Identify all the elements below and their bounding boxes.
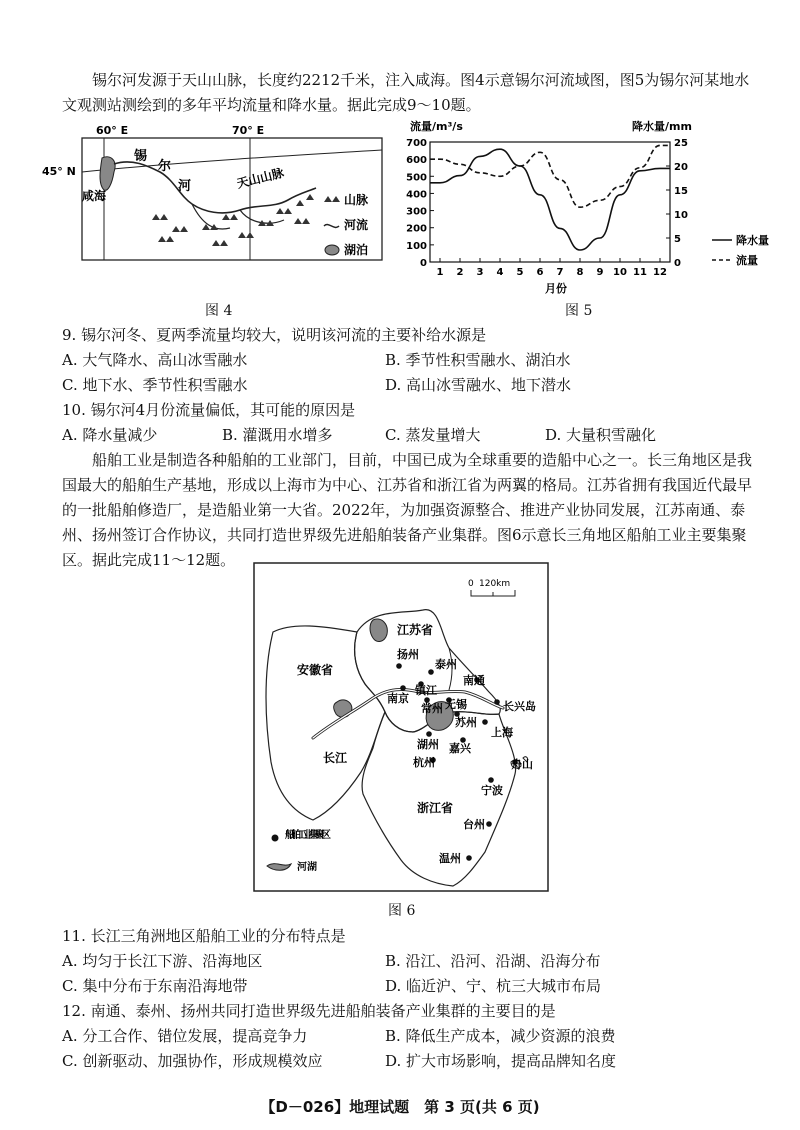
left-tick-label: 600 — [406, 155, 427, 167]
city-label: 杭州 — [413, 756, 435, 769]
city-label: 上海 — [491, 726, 513, 739]
legend-flow-label: 流量 — [736, 254, 758, 267]
right-tick-label: 10 — [674, 210, 688, 221]
plot-frame — [430, 142, 670, 262]
lon-60e-label: 60° E — [96, 124, 129, 137]
legend-lake6-label: 河湖 — [297, 862, 317, 873]
x-tick-label: 5 — [516, 267, 524, 278]
city-label: 扬州 — [397, 648, 419, 661]
question-9-stem: 9. 锡尔河冬、夏两季流量均较大，说明该河流的主要补给水源是 — [62, 326, 487, 344]
left-tick-label: 200 — [406, 223, 427, 235]
question-10-stem: 10. 锡尔河4月份流量偏低，其可能的原因是 — [62, 401, 356, 419]
x-tick-label: 4 — [496, 267, 504, 278]
x-tick-label: 6 — [536, 267, 544, 278]
q12-option-d[interactable]: D. 扩大市场影响，提高品牌知名度 — [385, 1052, 617, 1070]
city-label: 泰州 — [435, 658, 457, 671]
legend-mountain-label: 山脉 — [344, 193, 369, 207]
river-char-3: 河 — [178, 179, 192, 194]
lat-45n-label: 45° N — [42, 165, 76, 178]
city-label: 苏州 — [455, 716, 477, 729]
shipyard-dot — [400, 685, 406, 691]
shipyard-dot — [488, 777, 494, 783]
scale-zero: 0 — [468, 579, 474, 589]
x-tick-label: 9 — [596, 267, 604, 278]
q11-option-b[interactable]: B. 沿江、沿河、沿湖、沿海分布 — [385, 952, 601, 970]
q10-option-a[interactable]: A. 降水量减少 — [62, 426, 158, 444]
city-label: 温州 — [439, 852, 461, 865]
q11-option-d[interactable]: D. 临近沪、宁、杭三大城市布局 — [385, 977, 602, 995]
shipyard-dot — [396, 663, 402, 669]
shipyard-dot — [466, 855, 472, 861]
flow-line — [430, 145, 670, 207]
q12-option-a[interactable]: A. 分工合作、错位发展，提高竞争力 — [62, 1027, 308, 1045]
lake-hongze — [370, 619, 387, 642]
x-tick-label: 8 — [576, 267, 584, 278]
q9-option-a[interactable]: A. 大气降水、高山冰雪融水 — [62, 351, 248, 369]
river-char-2: 尔 — [158, 159, 172, 174]
city-label: 南通 — [463, 674, 485, 687]
q12-option-c[interactable]: C. 创新驱动、加强协作，形成规模效应 — [62, 1052, 323, 1070]
right-tick-label: 5 — [674, 234, 681, 245]
left-tick-label: 300 — [406, 206, 427, 218]
shipyard-dot — [428, 669, 434, 675]
x-tick-label: 12 — [653, 267, 667, 278]
figure-6-map — [253, 562, 549, 892]
province-jiangsu: 江苏省 — [397, 623, 434, 637]
river-char-1: 锡 — [134, 149, 148, 164]
q12-option-b[interactable]: B. 降低生产成本，减少资源的浪费 — [385, 1027, 616, 1045]
x-tick-label: 1 — [436, 267, 444, 278]
left-tick-label: 100 — [406, 240, 427, 252]
left-axis-unit: 流量/m³/s — [410, 120, 463, 133]
question-12-stem: 12. 南通、泰州、扬州共同打造世界级先进船舶装备产业集群的主要目的是 — [62, 1002, 556, 1020]
right-tick-label: 0 — [674, 258, 681, 269]
city-label: 台州 — [463, 818, 485, 831]
figure-5-caption: 图 5 — [565, 303, 593, 319]
q9-option-c[interactable]: C. 地下水、季节性积雪融水 — [62, 376, 248, 394]
q9-option-d[interactable]: D. 高山冰雪融水、地下潜水 — [385, 376, 572, 394]
legend-shipyard-label: 船舶工业集聚区 — [285, 830, 331, 841]
lon-70e-label: 70° E — [232, 124, 265, 137]
right-tick-label: 20 — [674, 162, 688, 173]
city-label: 嘉兴 — [449, 742, 471, 755]
q10-option-b[interactable]: B. 灌溉用水增多 — [222, 426, 333, 444]
province-zhejiang: 浙江省 — [417, 801, 454, 815]
left-tick-label: 0 — [420, 258, 427, 269]
question-11-stem: 11. 长江三角洲地区船舶工业的分布特点是 — [62, 927, 346, 945]
q11-option-a[interactable]: A. 均匀于长江下游、沿海地区 — [62, 952, 263, 970]
x-tick-label: 2 — [456, 267, 464, 278]
city-label: 宁波 — [481, 784, 503, 797]
figure-4-caption: 图 4 — [205, 303, 233, 319]
figure-5-chart — [400, 118, 790, 296]
tianshan-label: 天山山脉 — [235, 165, 286, 191]
left-tick-label: 400 — [406, 189, 427, 201]
province-anhui: 安徽省 — [297, 663, 334, 677]
scale-120km: 120km — [479, 579, 511, 589]
x-tick-label: 11 — [633, 267, 647, 278]
shipyard-dot — [494, 699, 500, 705]
city-label: 镇江 — [415, 684, 437, 697]
intro-paragraph-2: 船舶工业是制造各种船舶的工业部门，目前，中国已成为全球重要的造船中心之一。长三角地区是我国最大的船舶生产基地，形成以上海市为中心、江苏省和浙江省为两翼的格局。江苏省拥有我国近代最早的一批船舶修造厂，是造船业第一大省。2022年，为加强资源整合、推进产业协同发展，江苏南通、泰州、扬州签订合作协议，共同打造世界级先进船舶装备产业集群。图6示意长三角地区船舶工业主要集聚区。据此完成11～12题。 — [62, 451, 753, 569]
shipyard-dot — [426, 731, 432, 737]
x-tick-label: 10 — [613, 267, 627, 278]
intro-paragraph-1: 锡尔河发源于天山山脉，长度约2212千米，注入咸海。图4示意锡尔河流域图，图5为锡尔河某地水文观测站测绘到的多年平均流量和降水量。据此完成9～10题。 — [62, 71, 750, 114]
q11-option-c[interactable]: C. 集中分布于东南沿海地带 — [62, 977, 248, 995]
figure-4-map — [42, 120, 387, 270]
legend-river-label: 河流 — [344, 218, 369, 232]
river-yangtze-label: 长江 — [323, 751, 348, 765]
legend-lake-label: 湖泊 — [344, 243, 369, 257]
x-tick-label: 3 — [476, 267, 484, 278]
shipyard-dot — [482, 719, 488, 725]
right-tick-label: 25 — [674, 138, 688, 149]
right-axis-unit: 降水量/mm — [632, 120, 692, 133]
aral-sea-label: 咸海 — [82, 189, 107, 203]
city-label: 湖州 — [417, 738, 439, 751]
x-axis-label: 月份 — [545, 282, 567, 295]
q10-option-d[interactable]: D. 大量积雪融化 — [545, 426, 657, 444]
figure-6-caption: 图 6 — [388, 903, 416, 919]
right-tick-label: 15 — [674, 186, 688, 197]
x-tick-label: 7 — [556, 267, 564, 278]
city-label: 长兴岛 — [503, 700, 536, 713]
legend-precip-label: 降水量 — [736, 234, 769, 247]
left-tick-label: 700 — [406, 138, 427, 149]
left-tick-label: 500 — [406, 172, 427, 184]
shipyard-dot — [486, 821, 492, 827]
page-footer: 【D－026】地理试题 第 3 页(共 6 页) — [260, 1098, 540, 1116]
city-label: 常州 — [421, 702, 443, 715]
q9-option-b[interactable]: B. 季节性积雪融水、湖泊水 — [385, 351, 571, 369]
city-label: 南京 — [387, 692, 409, 705]
q10-option-c[interactable]: C. 蒸发量增大 — [385, 426, 481, 444]
city-label: 无锡 — [445, 698, 467, 711]
city-label: 舟山 — [511, 758, 533, 771]
